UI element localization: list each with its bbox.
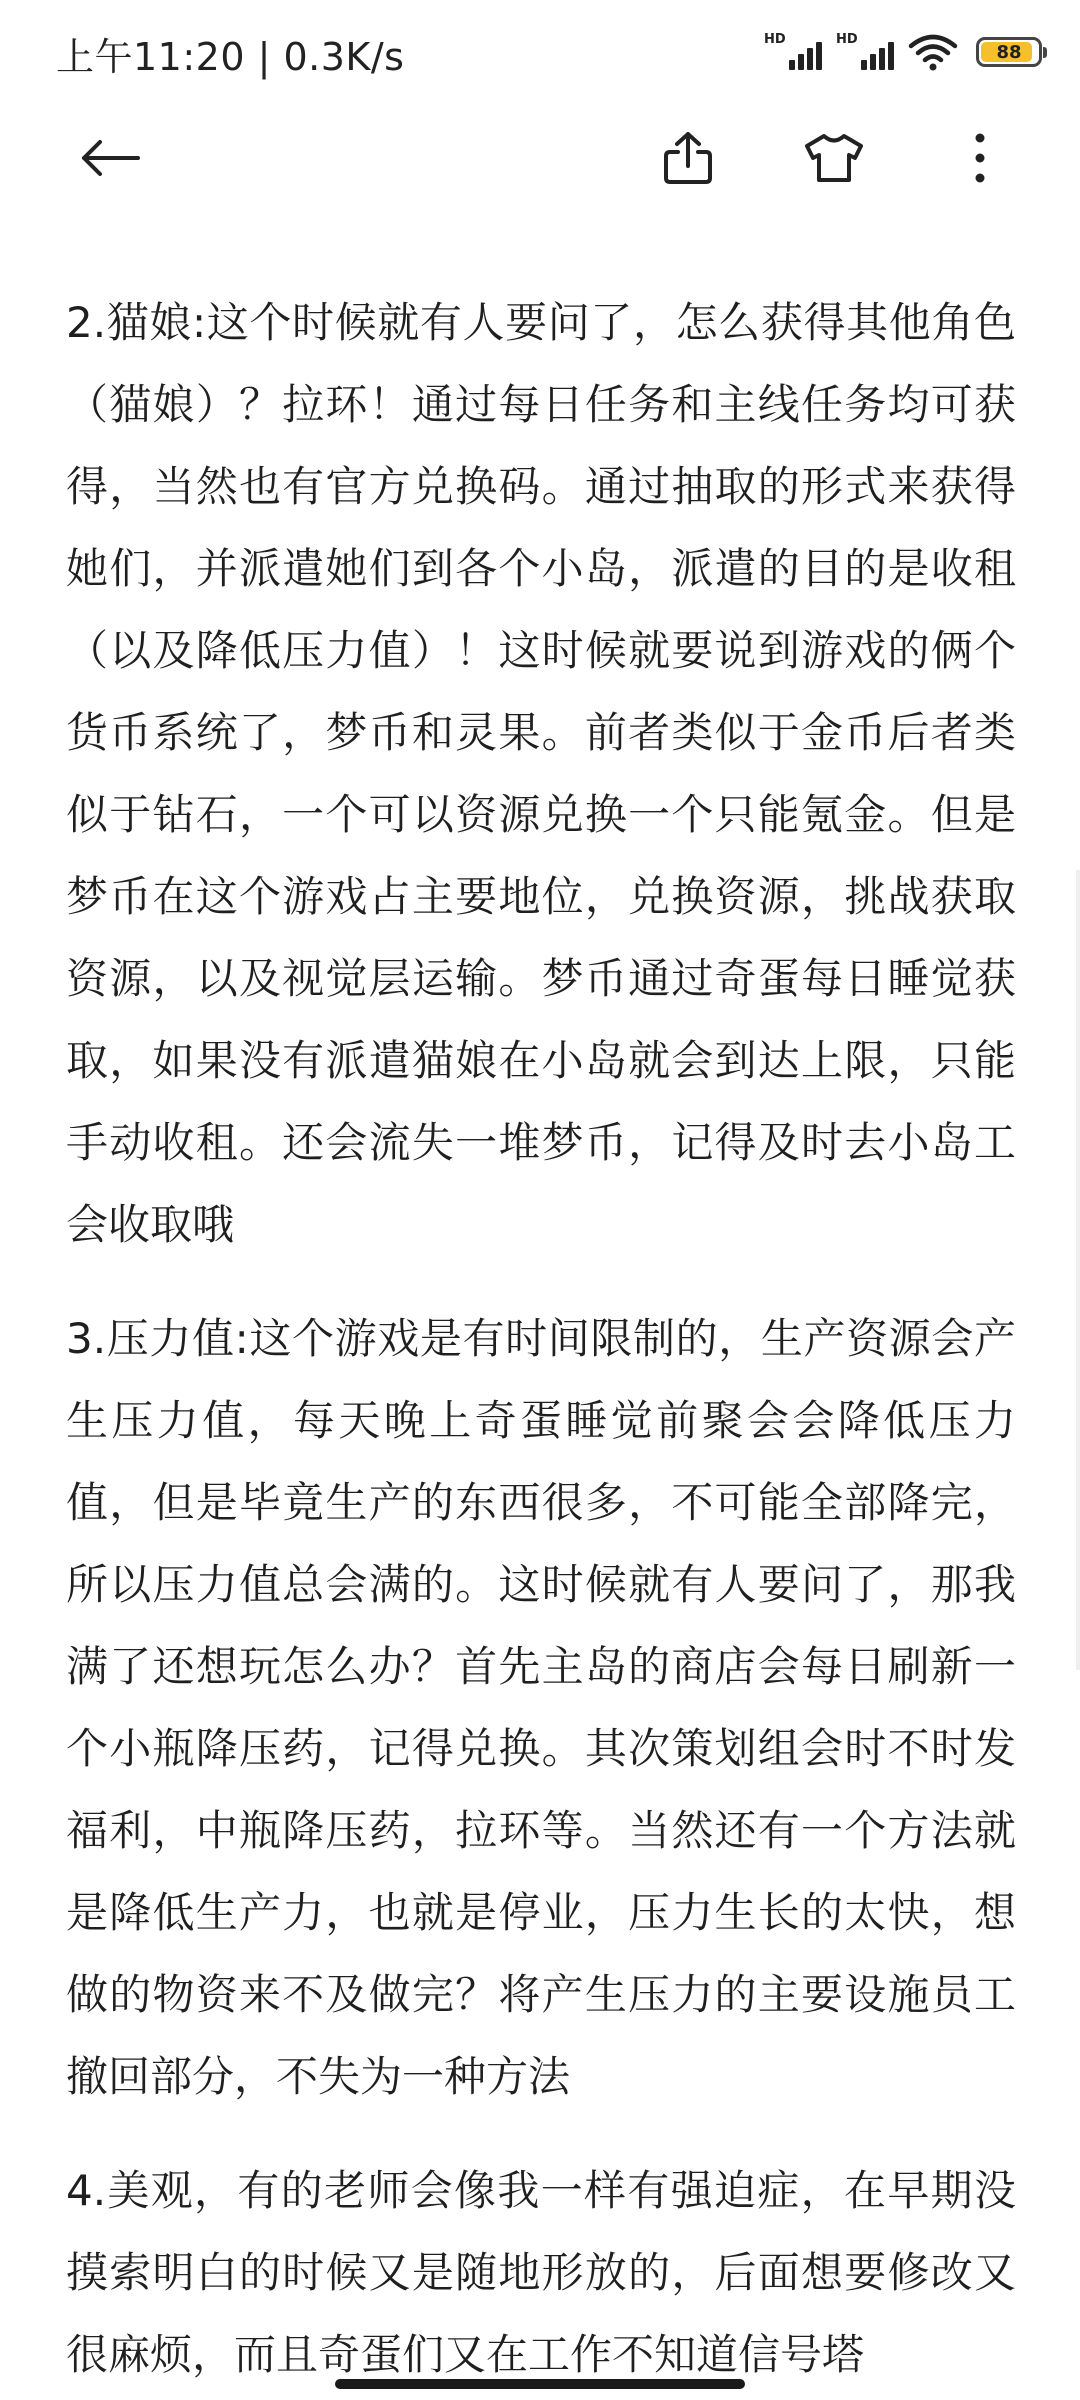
article-body <box>66 282 1016 2400</box>
home-indicator[interactable] <box>335 2379 745 2389</box>
tshirt-icon <box>803 132 865 184</box>
more-vertical-icon <box>972 132 988 184</box>
battery-level: 88 <box>996 41 1022 63</box>
wifi-icon <box>908 32 958 72</box>
signal-1-icon <box>764 32 822 72</box>
scrollbar[interactable] <box>1076 870 1080 1670</box>
share-button[interactable] <box>648 118 728 198</box>
share-icon <box>662 130 714 186</box>
article-paragraph-4: 4.美观，有的老师会像我一样有强迫症，在早期没摸索明白的时候又是随地形放的，后面想要修改又很麻烦，而且奇蛋们又在工作不知道信号塔 <box>66 2166 1016 2379</box>
signal-2-icon <box>836 32 894 72</box>
signal-2-hd-label: HD <box>836 32 858 47</box>
status-time-speed: 上午11:20 | 0.3K/s <box>56 35 405 79</box>
status-icons <box>764 30 1042 74</box>
more-button[interactable] <box>940 118 1020 198</box>
article-paragraph-3: 3.压力值:这个游戏是有时间限制的，生产资源会产生压力值，每天晚上奇蛋睡觉前聚会会降低压力值，但是毕竟生产的东西很多，不可能全部降完，所以压力值总会满的。这时候就有人要问了，那我满了还想玩怎么办？首先主岛的商店会每日刷新一个小瓶降压药，记得兑换。其次策划组会时不时发福利，中瓶降压药，拉环等。当然还有一个方法就是降低生产力，也就是停业，压力生长的太快，想做的物资来不及做完？将产生压力的主要设施员工撤回部分，不失为一种方法 <box>66 1314 1016 2101</box>
status-bar <box>0 0 1080 104</box>
arrow-left-icon <box>78 138 142 178</box>
top-toolbar <box>0 104 1080 212</box>
article-paragraph-2: 2.猫娘:这个时候就有人要问了，怎么获得其他角色（猫娘）？拉环！通过每日任务和主线任务均可获得，当然也有官方兑换码。通过抽取的形式来获得她们，并派遣她们到各个小岛，派遣的目的是收租（以及降低压力值）！这时候就要说到游戏的俩个货币系统了，梦币和灵果。前者类似于金币后者类似于钻石，一个可以资源兑换一个只能氪金。但是梦币在这个游戏占主要地位，兑换资源，挑战获取资源，以及视觉层运输。梦币通过奇蛋每日睡觉获取，如果没有派遣猫娘在小岛就会到达上限，只能手动收租。还会流失一堆梦币，记得及时去小岛工会收取哦 <box>66 298 1016 1249</box>
theme-button[interactable] <box>794 118 874 198</box>
battery-icon <box>976 37 1042 67</box>
signal-1-hd-label: HD <box>764 32 786 47</box>
back-button[interactable] <box>70 118 150 198</box>
